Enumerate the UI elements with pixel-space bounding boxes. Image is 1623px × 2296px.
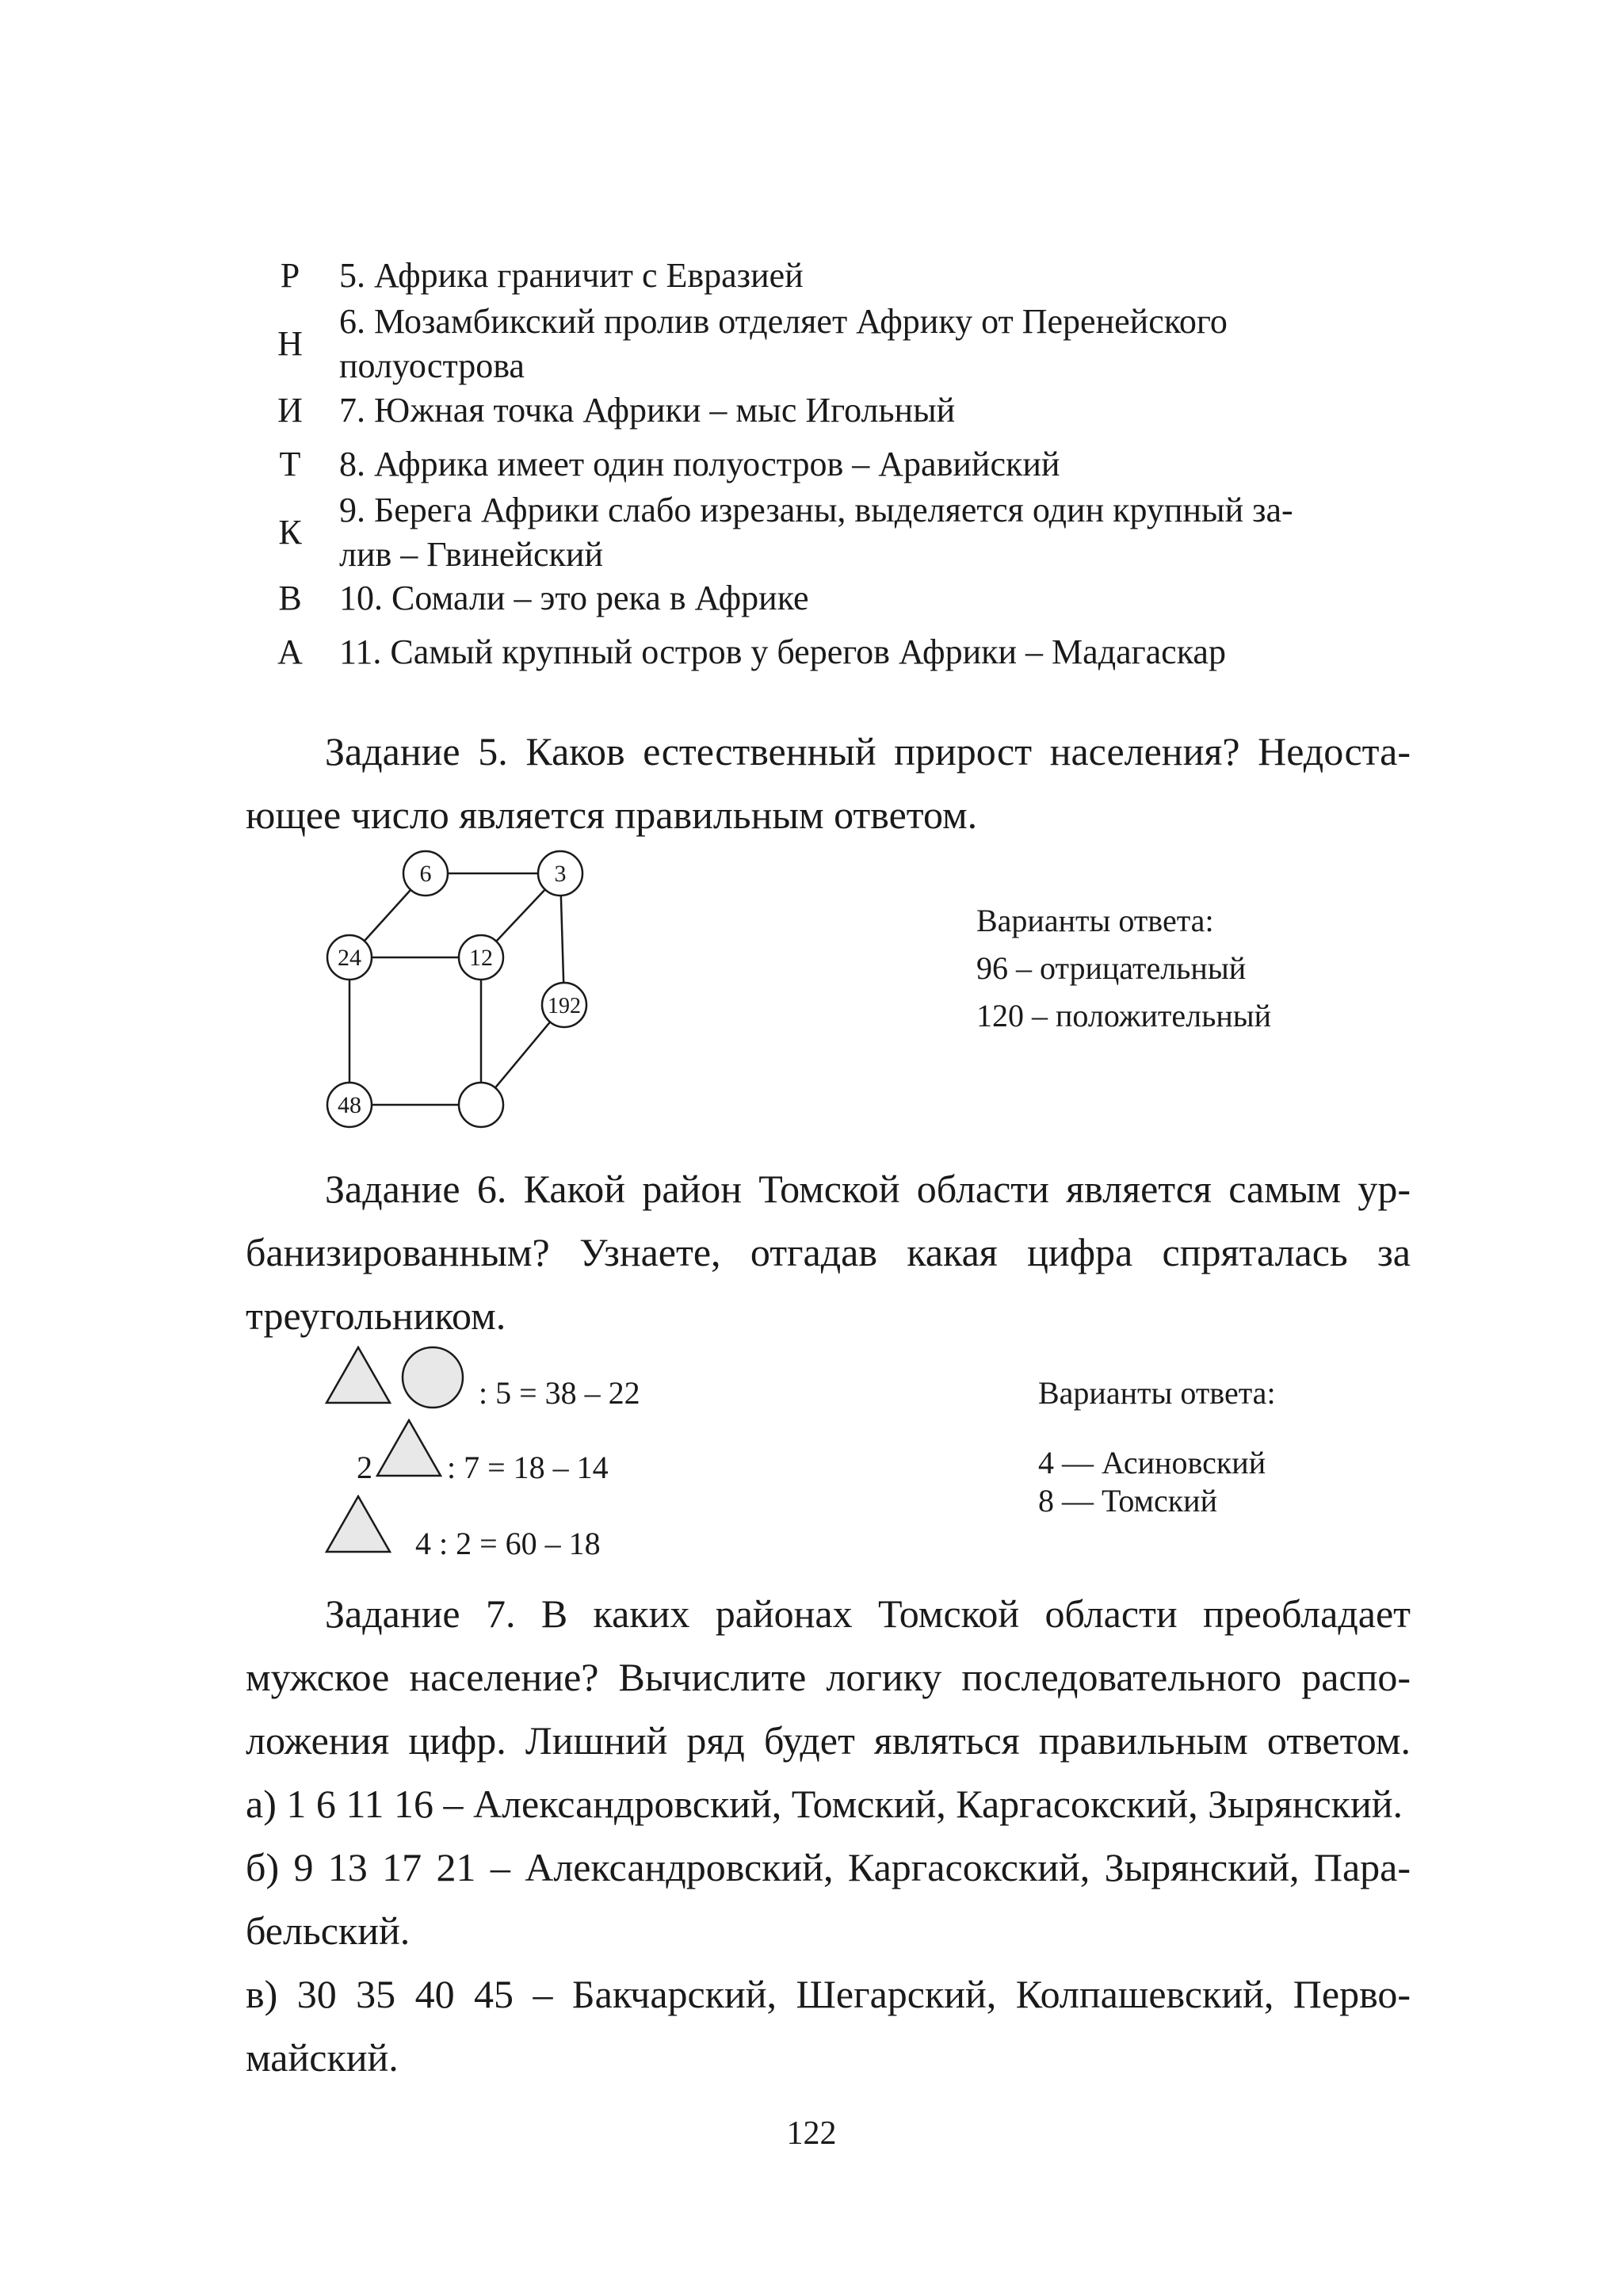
statement-letter: Т: [279, 445, 301, 483]
triangle-icon: [325, 1495, 391, 1553]
cube-node-missing: [459, 1083, 503, 1127]
task6-line: Задание 6. Какой район Томской области является самым ур-: [325, 1167, 1411, 1211]
statement-letter: Н: [277, 324, 303, 363]
page-number: 122: [786, 2115, 837, 2152]
task6-line: банизированным? Узнаете, отгадав какая цифра спряталась за: [246, 1230, 1411, 1274]
task7-paragraph: [246, 1582, 1411, 2089]
statement-row: [269, 488, 1411, 577]
statement-text: [339, 300, 1411, 388]
statement-line: лив – Гвинейский: [339, 535, 603, 574]
statement-line: 6. Мозамбикский пролив отделяет Африку от Перенейского: [339, 302, 1228, 341]
task7-line: б) 9 13 17 21 – Александровский, Каргасокский, Зырянский, Пара-: [246, 1845, 1411, 1889]
task7-line: Задание 7. В каких районах Томской области преобладает: [325, 1591, 1411, 1636]
statement-text: 5. Африка граничит с Евразией: [339, 256, 804, 295]
triangle-icon: [376, 1419, 442, 1477]
statement-letter: И: [277, 391, 303, 430]
circle-icon: [399, 1346, 466, 1412]
equation-3: 4 : 2 = 60 – 18: [415, 1526, 601, 1561]
statement-letter: Р: [280, 256, 300, 295]
answers-title: Варианты ответа:: [976, 903, 1214, 938]
statement-letter: В: [278, 579, 302, 617]
task7-line: а) 1 6 11 16 – Александровский, Томский, Каргасокский, Зырянский.: [246, 1782, 1403, 1826]
cube-label: 48: [338, 1092, 361, 1118]
cube-label: 6: [419, 861, 432, 887]
statement-text: [339, 488, 1411, 577]
cube-label: 12: [469, 945, 493, 971]
statement-text: 7. Южная точка Африки – мыс Игольный: [339, 391, 956, 430]
task7-line: майский.: [246, 2035, 399, 2080]
statement-letter: К: [278, 513, 302, 552]
task7-line: бельский.: [246, 1908, 411, 1953]
task7-line: в) 30 35 40 45 – Бакчарский, Шегарский, Колпашевский, Перво-: [246, 1972, 1411, 2016]
statement-letter: А: [277, 632, 303, 671]
task7-line: мужское население? Вычислите логику последовательного распо-: [246, 1655, 1411, 1699]
task6-paragraph: [246, 1157, 1411, 1347]
statement-text: 8. Африка имеет один полуостров – Аравийский: [339, 445, 1060, 483]
task7-line: ложения цифр. Лишний ряд будет являться правильным ответом.: [246, 1718, 1411, 1763]
equation-2: : 7 = 18 – 14: [447, 1450, 609, 1485]
task5-answers: [976, 897, 1373, 1040]
task5-line: Задание 5. Каков естественный прирост населения? Недоста-: [325, 729, 1411, 774]
statement-text: 11. Самый крупный остров у берегов Африки – Мадагаскар: [339, 632, 1226, 671]
statement-text: 10. Сомали – это река в Африке: [339, 579, 809, 617]
equation-1: : 5 = 38 – 22: [479, 1375, 640, 1411]
answer-option: 4 — Асиновский: [1038, 1445, 1266, 1480]
cube-diagram: [309, 840, 610, 1133]
answer-option: 120 – положительный: [976, 998, 1272, 1033]
cube-label: 24: [338, 945, 361, 971]
statement-line: 9. Берега Африки слабо изрезаны, выделяется один крупный за-: [339, 491, 1293, 529]
task5-line: ющее число является правильным ответом.: [246, 793, 978, 837]
equation-2-coefficient: 2: [357, 1450, 372, 1485]
task6-answers: [1038, 1370, 1403, 1520]
triangle-icon: [325, 1346, 391, 1404]
statement-row: [269, 300, 1411, 388]
answer-option: 8 — Томский: [1038, 1483, 1217, 1519]
task6-line: треугольником.: [246, 1293, 506, 1338]
cube-label: 192: [548, 994, 581, 1018]
answer-option: 96 – отрицательный: [976, 950, 1247, 986]
cube-label: 3: [554, 861, 567, 887]
statement-line: полуострова: [339, 346, 525, 385]
task5-paragraph: [246, 720, 1411, 846]
answers-title: Варианты ответа:: [1038, 1375, 1276, 1411]
